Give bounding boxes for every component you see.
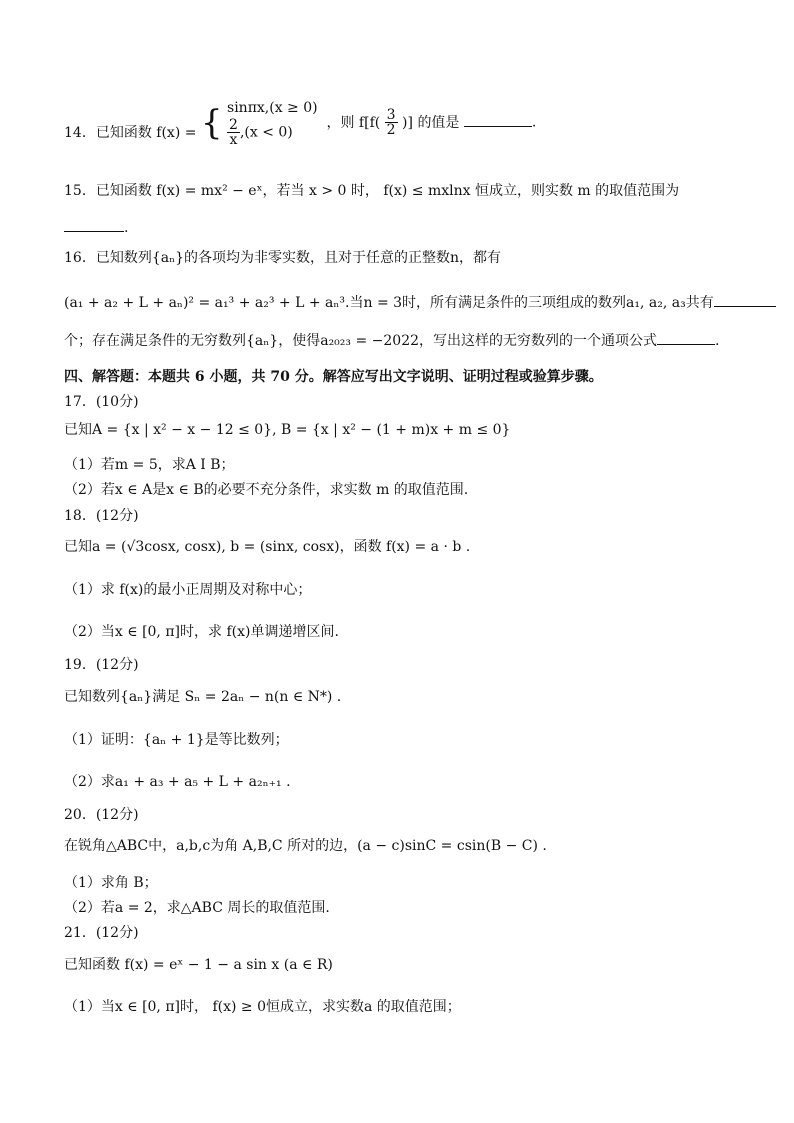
question-16-line1: 16．已知数列{aₙ}的各项均为非零实数，且对于任意的正整数n，都有 <box>64 250 502 266</box>
q16-line2-text: (a₁ + a₂ + L + aₙ)² = a₁³ + a₂³ + L + aₙ³.当n = 3时，所有满足条件的三项组成的数列a₁, a₂, a₃共有 <box>64 295 714 311</box>
q14-fraction-denominator: 2 <box>386 122 396 138</box>
q18-header: 18．(12分) <box>64 508 139 524</box>
q16-answer-blank-1[interactable] <box>714 292 776 307</box>
q14-case-2 <box>227 118 322 147</box>
question-14: 14．已知函数 f(x) = { sinπx,(x ≥ 0) $\frac{2}{x}$ ,(x < 0) ，则 f[f( $\frac{3}{2}$ )] 的值是 . <box>64 100 537 148</box>
q14-prefix: 14．已知函数 <box>64 124 152 141</box>
q18-part-1: （1）求 f(x)的最小正周期及对称中心； <box>64 582 312 598</box>
q21-statement: 已知函数 f(x) = eˣ − 1 − a sin x (a ∈ R) <box>64 957 333 973</box>
q21-header: 21．(12分) <box>64 925 139 941</box>
q14-case-1: sinπx,(x ≥ 0) <box>227 100 318 116</box>
q15-answer-blank[interactable] <box>64 217 124 232</box>
q17-part-1: （1）若m = 5，求A I B； <box>64 457 235 473</box>
q19-statement: 已知数列{aₙ}满足 Sₙ = 2aₙ − n(n ∈ N*) . <box>64 689 342 705</box>
q14-case2-denominator: x <box>229 132 238 148</box>
q19-part-2: （2）求a₁ + a₃ + a₅ + L + a₂ₙ₊₁ . <box>64 774 291 790</box>
q20-statement: 在锐角△ABC中，a,b,c为角 A,B,C 所对的边，(a − c)sinC = csin(B − C) . <box>64 838 547 854</box>
q14-case2-condition: ,(x < 0) <box>239 124 293 141</box>
q14-expression: f[f( <box>358 114 381 131</box>
section-4-title: 四、解答题：本题共 6 小题，共 70 分。解答应写出文字说明、证明过程或验算步骤。 <box>64 369 603 385</box>
q14-piecewise <box>227 98 322 147</box>
q14-fraction <box>385 108 398 137</box>
q14-answer-blank[interactable] <box>464 112 532 127</box>
question-16-line2 <box>64 292 734 313</box>
q14-function-name: f(x) = <box>156 124 197 141</box>
q14-left-brace: { <box>200 102 223 143</box>
q20-part-1: （1）求角 B； <box>64 875 158 891</box>
q16-line3-text: 个；存在满足条件的无穷数列{aₙ}，使得a₂₀₂₃ = −2022，写出这样的无穷数列的一个通项公式 <box>64 333 658 349</box>
q21-part-1: （1）当x ∈ [0, π]时， f(x) ≥ 0恒成立，求实数a 的取值范围； <box>64 999 461 1015</box>
q17-statement: 已知A = {x | x² − x − 12 ≤ 0}, B = {x | x² − (1 + m)x + m ≤ 0} <box>64 422 511 438</box>
q16-line3-end: . <box>715 333 720 349</box>
q14-expression-end: )] <box>402 114 413 131</box>
q14-suffix: 的值是 <box>417 114 460 131</box>
question-15-line2 <box>64 217 734 238</box>
q14-middle: ，则 <box>326 114 355 131</box>
q14-fraction-numerator: 3 <box>386 107 396 123</box>
q15-line2-end: . <box>124 220 129 236</box>
q18-statement: 已知a = (√3cosx, cosx), b = (sinx, cosx)，函数 f(x) = a · b . <box>64 539 471 555</box>
q16-answer-blank-2[interactable] <box>657 330 715 345</box>
q19-header: 19．(12分) <box>64 657 139 673</box>
q20-part-2: （2）若a = 2，求△ABC 周长的取值范围. <box>64 900 330 916</box>
question-16-line3 <box>64 330 734 351</box>
q20-header: 20．(12分) <box>64 807 139 823</box>
q14-case2-numerator: 2 <box>229 117 238 133</box>
q18-part-2: （2）当x ∈ [0, π]时，求 f(x)单调递增区间. <box>64 624 339 640</box>
question-15-line1: 15．已知函数 f(x) = mx² − eˣ，若当 x > 0 时， f(x) ≤ mxlnx 恒成立，则实数 m 的取值范围为 <box>64 183 680 199</box>
q17-header: 17．(10分) <box>64 394 139 410</box>
q17-part-2: （2）若x ∈ A是x ∈ B的必要不充分条件，求实数 m 的取值范围. <box>64 482 469 498</box>
q19-part-1: （1）证明：{aₙ + 1}是等比数列； <box>64 732 289 748</box>
